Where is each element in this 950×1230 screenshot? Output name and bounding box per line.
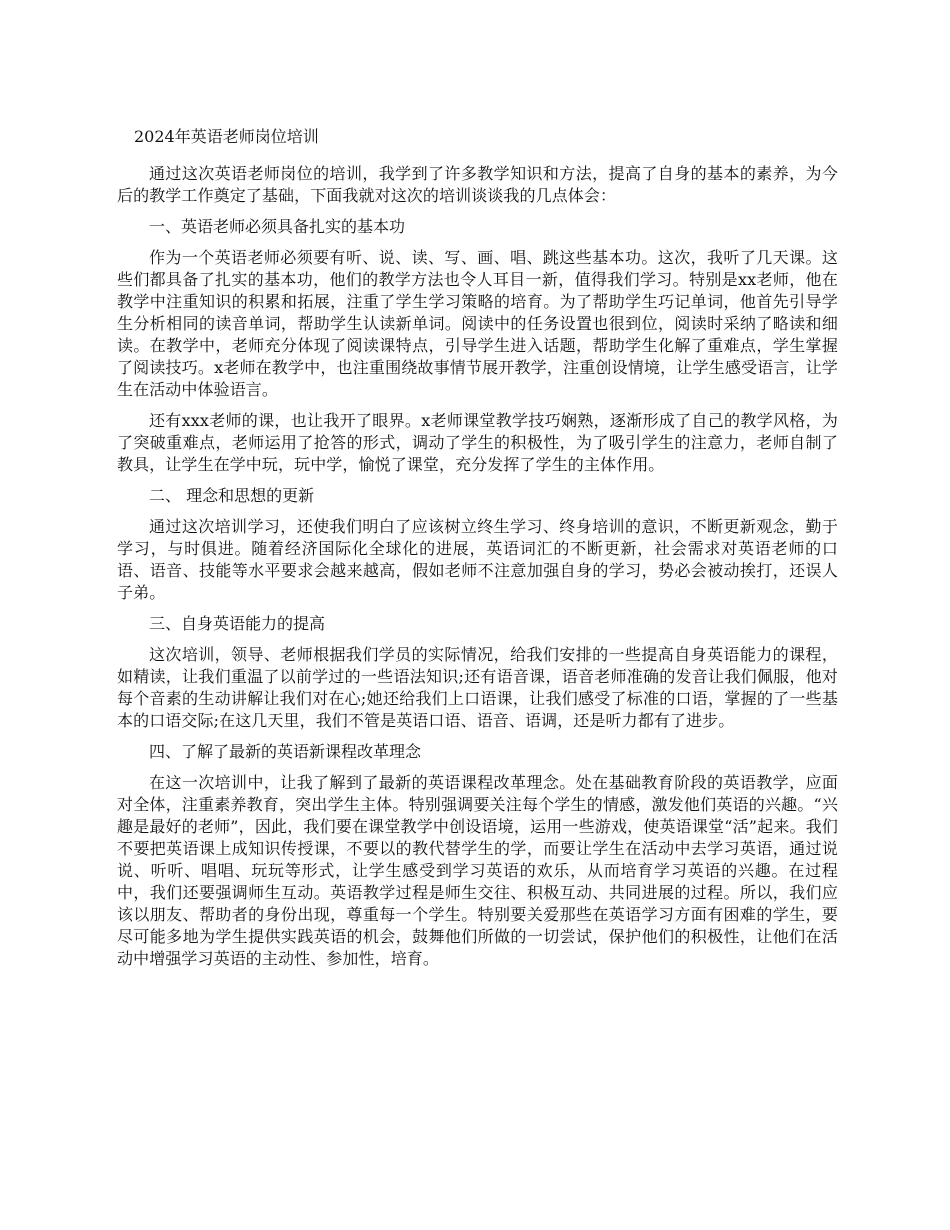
- section-heading-3: 三、自身英语能力的提高: [149, 614, 326, 633]
- intro-paragraph: 通过这次英语老师岗位的培训，我学到了许多教学知识和方法，提高了自身的基本的素养，为今后的教学工作奠定了基础，下面我就对这次的培训谈谈我的几点体会：: [117, 164, 838, 205]
- section-4-paragraph: 在这一次培训中，让我了解到了最新的英语课程改革理念。处在基础教育阶段的英语教学，应面对全体，注重素养教育，突出学生主体。特别强调要关注每个学生的情感，激发他们英语的兴趣。“兴趣是最好的老师”，因此，我们要在课堂教学中创设语境，运用一些游戏，使英语课堂“活”起来。我们不要把英语课上成知识传授课，不要以的教代替学生的学，而要让学生在活动中去学习英语，通过说说、听听、唱唱、玩玩等形式，让学生感受到学习英语的欢乐，从而培育学习英语的兴趣。在过程中，我们还要强调师生互动。英语教学过程是师生交往、积极互动、共同进展的过程。所以，我们应该以朋友、帮助者的身份出现，尊重每一个学生。特别要关爱那些在英语学习方面有困难的学生，要尽可能多地为学生提供实践英语的机会，鼓舞他们所做的一切尝试，保护他们的积极性，让他们在活动中增强学习英语的主动性、参加性，培育。: [117, 773, 838, 968]
- document-body: [117, 126, 838, 979]
- section-3-paragraph: 这次培训，领导、老师根据我们学员的实际情况，给我们安排的一些提高自身英语能力的课程，如精读，让我们重温了以前学过的一些语法知识;还有语音课，语音老师准确的发音让我们佩服，他对每个音素的生动讲解让我们对在心;她还给我们上口语课，让我们感受了标准的口语，掌握的了一些基本的口语交际;在这几天里，我们不管是英语口语、语音、语调，还是听力都有了进步。: [117, 645, 838, 730]
- section-1-paragraph-2: 还有xxx老师的课，也让我开了眼界。x老师课堂教学技巧娴熟，逐渐形成了自己的教学风格，为了突破重难点，老师运用了抢答的形式，调动了学生的积极性，为了吸引学生的注意力，老师自制了教具，让学生在学中玩，玩中学，愉悦了课堂，充分发挥了学生的主体作用。: [117, 411, 838, 474]
- section-heading-1: 一、英语老师必须具备扎实的基本功: [149, 217, 406, 236]
- section-2-paragraph: 通过这次培训学习，还使我们明白了应该树立终生学习、终身培训的意识，不断更新观念，勤于学习，与时俱进。随着经济国际化全球化的进展，英语词汇的不断更新，社会需求对英语老师的口语、语音、技能等水平要求会越来越高，假如老师不注意加强自身的学习，势必会被动挨打，还误人子弟。: [117, 517, 838, 602]
- section-heading-2: 二、 理念和思想的更新: [149, 486, 315, 505]
- document-title: 2024年英语老师岗位培训: [134, 127, 319, 146]
- section-1-paragraph-1: 作为一个英语老师必须要有听、说、读、写、画、唱、跳这些基本功。这次，我听了几天课。这些们都具备了扎实的基本功，他们的教学方法也令人耳目一新，值得我们学习。特别是xx老师，他在教学中注重知识的积累和拓展，注重了学生学习策略的培育。为了帮助学生巧记单词，他首先引导学生分析相同的读音单词，帮助学生认读新单词。阅读中的任务设置也很到位，阅读时采纳了略读和细读。在教学中，老师充分体现了阅读课特点，引导学生进入话题，帮助学生化解了重难点，学生掌握了阅读技巧。x老师在教学中，也注重围绕故事情节展开教学，注重创设情境，让学生感受语言，让学生在活动中体验语言。: [117, 248, 838, 399]
- section-heading-4: 四、了解了最新的英语新课程改革理念: [149, 742, 422, 761]
